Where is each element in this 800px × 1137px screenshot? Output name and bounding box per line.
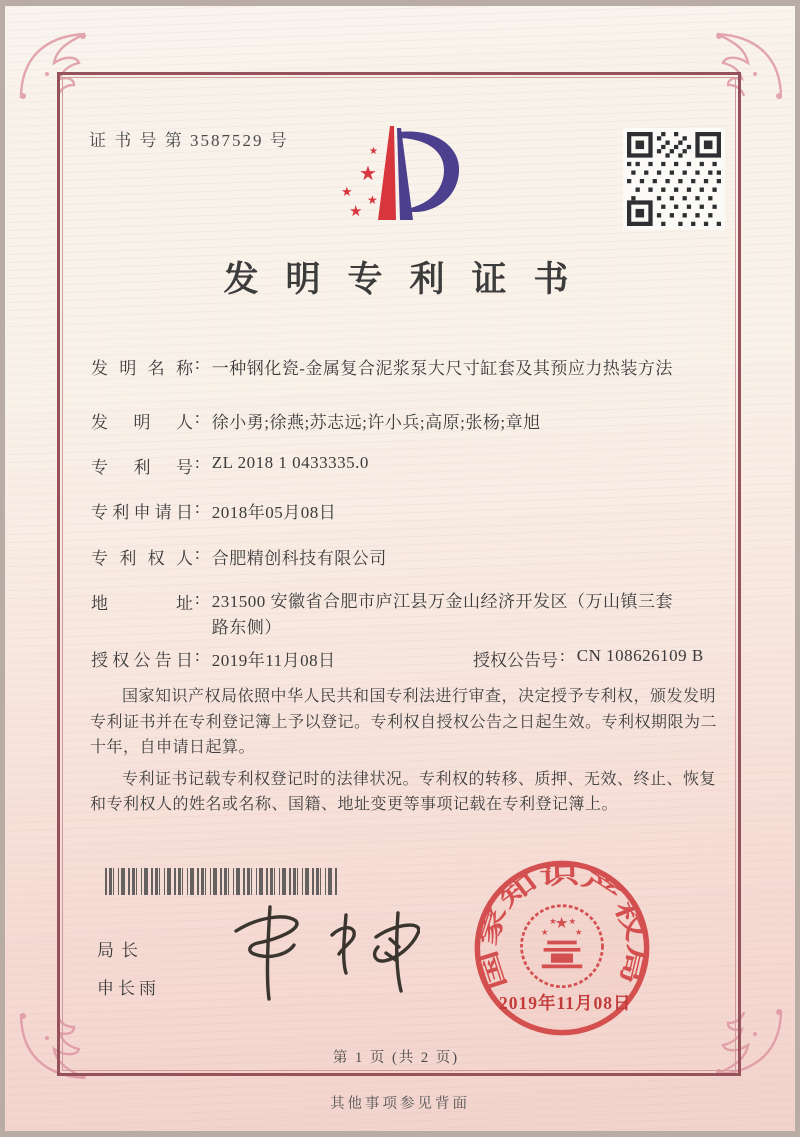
seal-text: 国家知识产权局 <box>475 863 649 993</box>
field-colon: : <box>195 646 200 665</box>
svg-text:★: ★ <box>568 917 576 927</box>
field-row-patent-number <box>91 453 369 478</box>
field-colon: : <box>195 354 200 373</box>
field-colon: : <box>195 544 200 563</box>
field-value: 一种钢化瓷-金属复合泥浆泵大尺寸缸套及其预应力热装方法 <box>211 359 673 378</box>
director-title: 局长 <box>97 941 145 960</box>
field-colon: : <box>195 498 200 517</box>
svg-text:★: ★ <box>367 193 378 207</box>
field-row-patentee <box>91 544 387 569</box>
svg-text:★: ★ <box>359 163 377 185</box>
field-colon: : <box>560 646 565 665</box>
svg-text:★: ★ <box>540 928 549 938</box>
certificate-title: 发明专利证书 <box>223 260 596 299</box>
field-value: 合肥精创科技有限公司 <box>211 549 387 568</box>
field-row-address <box>91 589 682 641</box>
svg-text:★: ★ <box>369 146 378 157</box>
grant-number-value: CN 108626109 B <box>576 646 704 665</box>
barcode <box>105 868 337 895</box>
seal-date: 2019年11月08日 <box>499 993 632 1013</box>
certificate-number: 证 书 号 第 3587529 号 <box>89 131 289 150</box>
field-value: 231500 安徽省合肥市庐江县万金山经济开发区（万山镇三套路东侧） <box>211 592 673 637</box>
field-colon: : <box>195 408 200 427</box>
field-row-application-date <box>91 498 336 523</box>
director-name: 申长雨 <box>97 979 160 998</box>
back-note: 其他事项参见背面 <box>330 1096 470 1112</box>
field-label: 专利号 <box>91 458 193 477</box>
field-value: 徐小勇;徐燕;苏志远;许小兵;高原;张杨;章旭 <box>211 413 541 432</box>
field-value: 2018年05月08日 <box>211 503 337 522</box>
svg-text:★: ★ <box>549 917 557 927</box>
certificate-page <box>5 6 795 1131</box>
director-signature <box>220 899 420 1004</box>
field-row-grant <box>91 646 725 671</box>
field-row-invention-name <box>91 354 673 379</box>
field-label: 专利权人 <box>91 549 193 568</box>
page-number: 第 1 页 (共 2 页) <box>332 1050 460 1066</box>
grant-number-pair <box>473 646 704 671</box>
field-label: 地址 <box>91 594 193 613</box>
field-row-inventors <box>91 408 541 433</box>
cnipa-patent-logo-icon <box>333 118 491 230</box>
svg-text:★: ★ <box>341 184 353 199</box>
grant-date-value: 2019年11月08日 <box>211 651 336 670</box>
field-value: ZL 2018 1 0433335.0 <box>211 453 369 472</box>
field-colon: : <box>195 589 200 608</box>
svg-text:★: ★ <box>349 204 363 220</box>
legal-text <box>90 684 726 824</box>
field-colon: : <box>195 453 200 472</box>
field-label: 发明名称 <box>91 359 193 378</box>
field-label: 发明人 <box>91 413 193 432</box>
legal-paragraph-1: 国家知识产权局依照中华人民共和国专利法进行审查，决定授予专利权，颁发发明专利证书并在专利登记簿上予以登记。专利权自授权公告之日起生效。专利权期限为二十年，自申请日起算。 <box>90 688 718 756</box>
svg-text:★: ★ <box>574 928 583 938</box>
field-label: 专利申请日 <box>91 503 193 522</box>
field-label: 授权公告日 <box>91 651 193 670</box>
svg-text:★: ★ <box>554 914 569 932</box>
legal-paragraph-2: 专利证书记载专利权登记时的法律状况。专利权的转移、质押、无效、终止、恢复和专利权人的姓名或名称、国籍、地址变更等事项记载在专利登记簿上。 <box>90 770 717 813</box>
field-label: 授权公告号 <box>473 651 558 670</box>
director-block <box>97 936 160 999</box>
qr-code <box>623 128 725 230</box>
